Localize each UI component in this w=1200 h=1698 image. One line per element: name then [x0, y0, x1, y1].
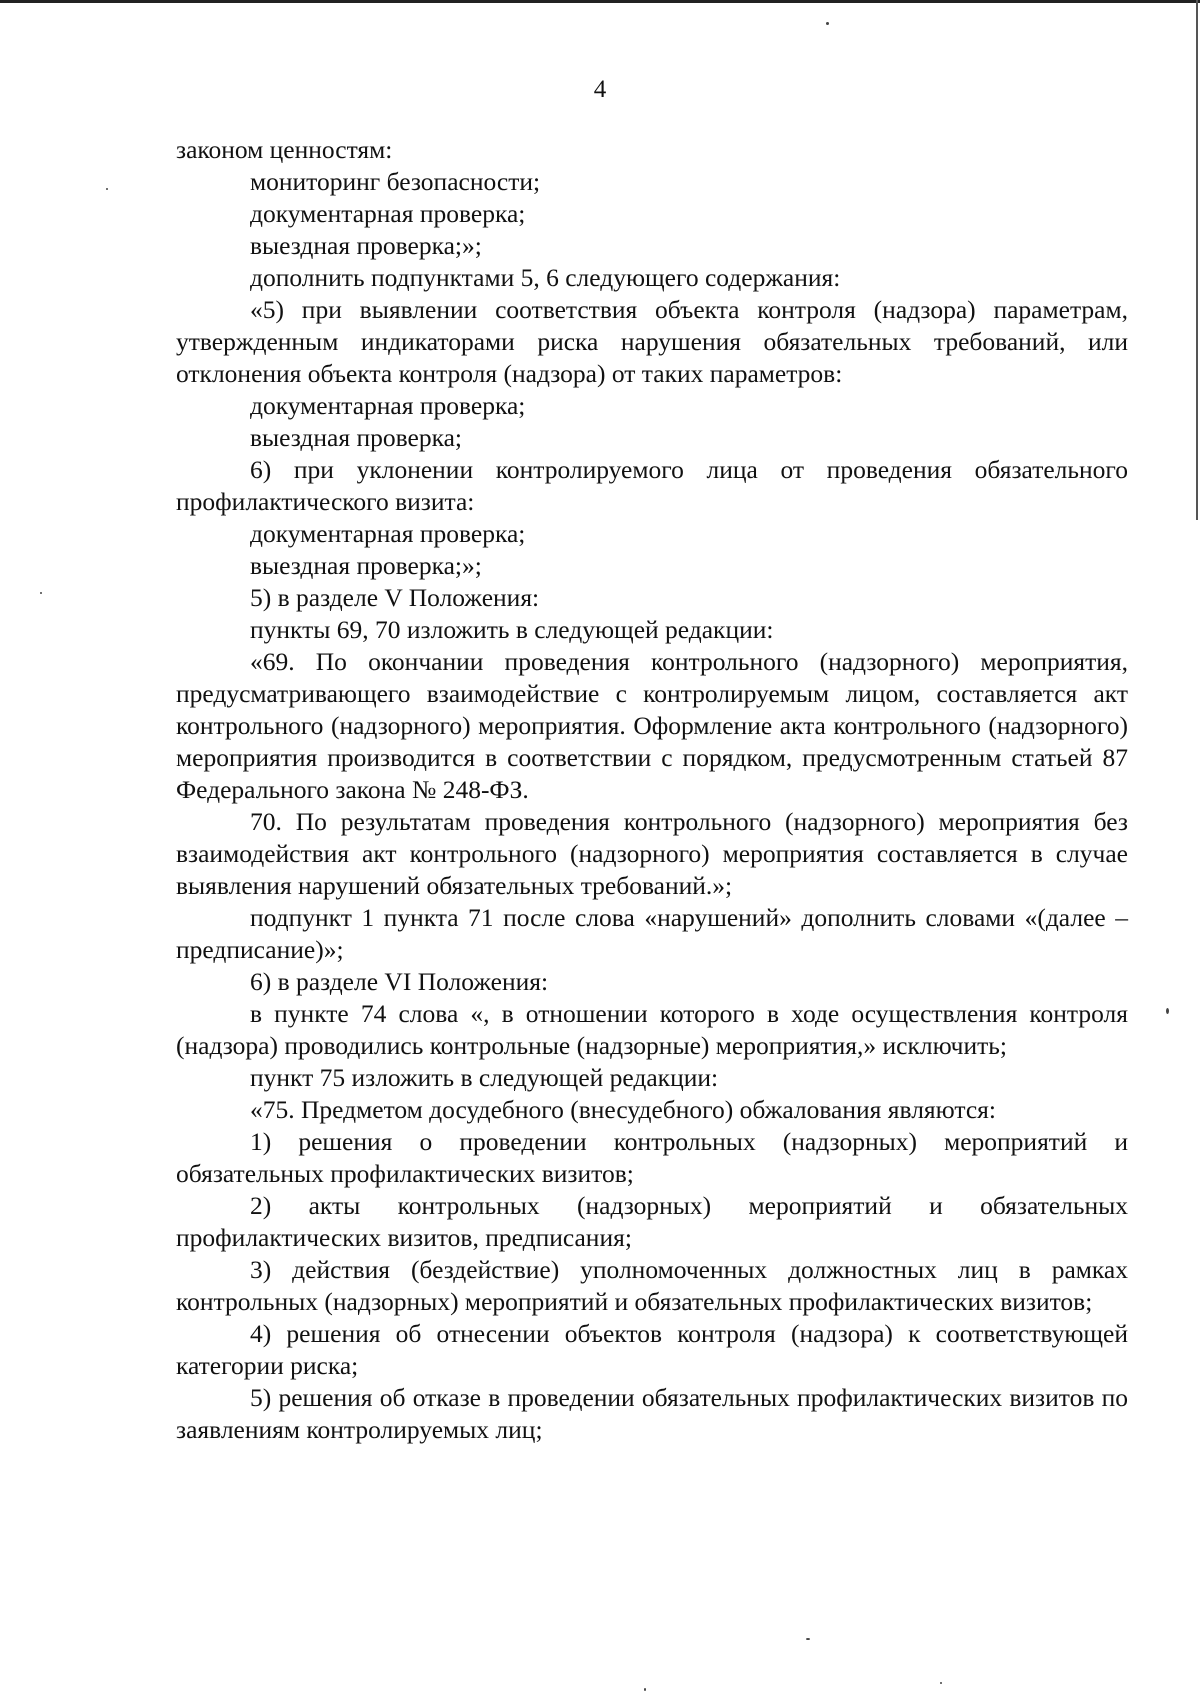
- paragraph: документарная проверка;: [250, 391, 526, 420]
- paragraph: 1) решения о проведении контрольных (надзорных) мероприятий и обязательных профилактических визитов;: [176, 1127, 1128, 1188]
- paragraph: 6) при уклонении контролируемого лица от проведения обязательного профилактического визита:: [176, 455, 1128, 516]
- paragraph: 4) решения об отнесении объектов контроля (надзора) к соответствующей категории риска;: [176, 1319, 1128, 1380]
- paragraph: «5) при выявлении соответствия объекта контроля (надзора) параметрам, утвержденным индикаторами риска нарушения обязательных требований, или отклонения объекта контроля (надзора) от таких параметров:: [176, 295, 1128, 388]
- page-number: 4: [593, 76, 607, 103]
- paragraph: 5) в разделе V Положения:: [250, 583, 540, 612]
- paragraph: 2) акты контрольных (надзорных) мероприятий и обязательных профилактических визитов, предписания;: [176, 1191, 1128, 1252]
- scan-speck: [40, 592, 42, 594]
- paragraph: подпункт 1 пункта 71 после слова «нарушений» дополнить словами «(далее – предписание)»;: [176, 903, 1128, 964]
- paragraph: в пункте 74 слова «, в отношении которого в ходе осуществления контроля (надзора) проводились контрольные (надзорные) мероприятия,» исключить;: [176, 999, 1128, 1060]
- paragraph: выездная проверка;»;: [250, 551, 482, 580]
- scan-speck: [826, 22, 829, 25]
- paragraph: дополнить подпунктами 5, 6 следующего содержания:: [250, 263, 841, 292]
- paragraph: 70. По результатам проведения контрольного (надзорного) мероприятия без взаимодействия акт контрольного (надзорного) мероприятия составляется в случае выявления нарушений обязательных требований.»;: [176, 807, 1128, 900]
- scan-top-edge: [0, 0, 1200, 3]
- paragraph: «69. По окончании проведения контрольного (надзорного) мероприятия, предусматривающего взаимодействие с контролируемым лицом, составляется акт контрольного (надзорного) мероприятия. Оформление акта контрольного (надзорного) мероприятия производится в соответствии с порядком, предусмотренным статьей 87 Федерального закона № 248-ФЗ.: [176, 647, 1128, 804]
- paragraph: 3) действия (бездействие) уполномоченных должностных лиц в рамках контрольных (надзорных) мероприятий и обязательных профилактических визитов;: [176, 1255, 1128, 1316]
- paragraph: выездная проверка;: [250, 423, 462, 452]
- paragraph: законом ценностям:: [176, 135, 393, 164]
- paragraph: 5) решения об отказе в проведении обязательных профилактических визитов по заявлениям контролируемых лиц;: [176, 1383, 1128, 1444]
- paragraph: мониторинг безопасности;: [250, 167, 541, 196]
- scan-speck: [1166, 1008, 1169, 1014]
- paragraph: документарная проверка;: [250, 519, 526, 548]
- paragraph: «75. Предметом досудебного (внесудебного) обжалования являются:: [250, 1095, 996, 1124]
- scan-speck: [644, 1688, 646, 1691]
- paragraph: пункт 75 изложить в следующей редакции:: [250, 1063, 719, 1092]
- paragraph: документарная проверка;: [250, 199, 526, 228]
- paragraph: выездная проверка;»;: [250, 231, 482, 260]
- scan-speck: [806, 1638, 810, 1640]
- document-body: [176, 134, 1128, 1446]
- scan-speck: [940, 1682, 942, 1684]
- scan-speck: [106, 188, 108, 190]
- paragraph: 6) в разделе VI Положения:: [250, 967, 549, 996]
- paragraph: пункты 69, 70 изложить в следующей редакции:: [250, 615, 774, 644]
